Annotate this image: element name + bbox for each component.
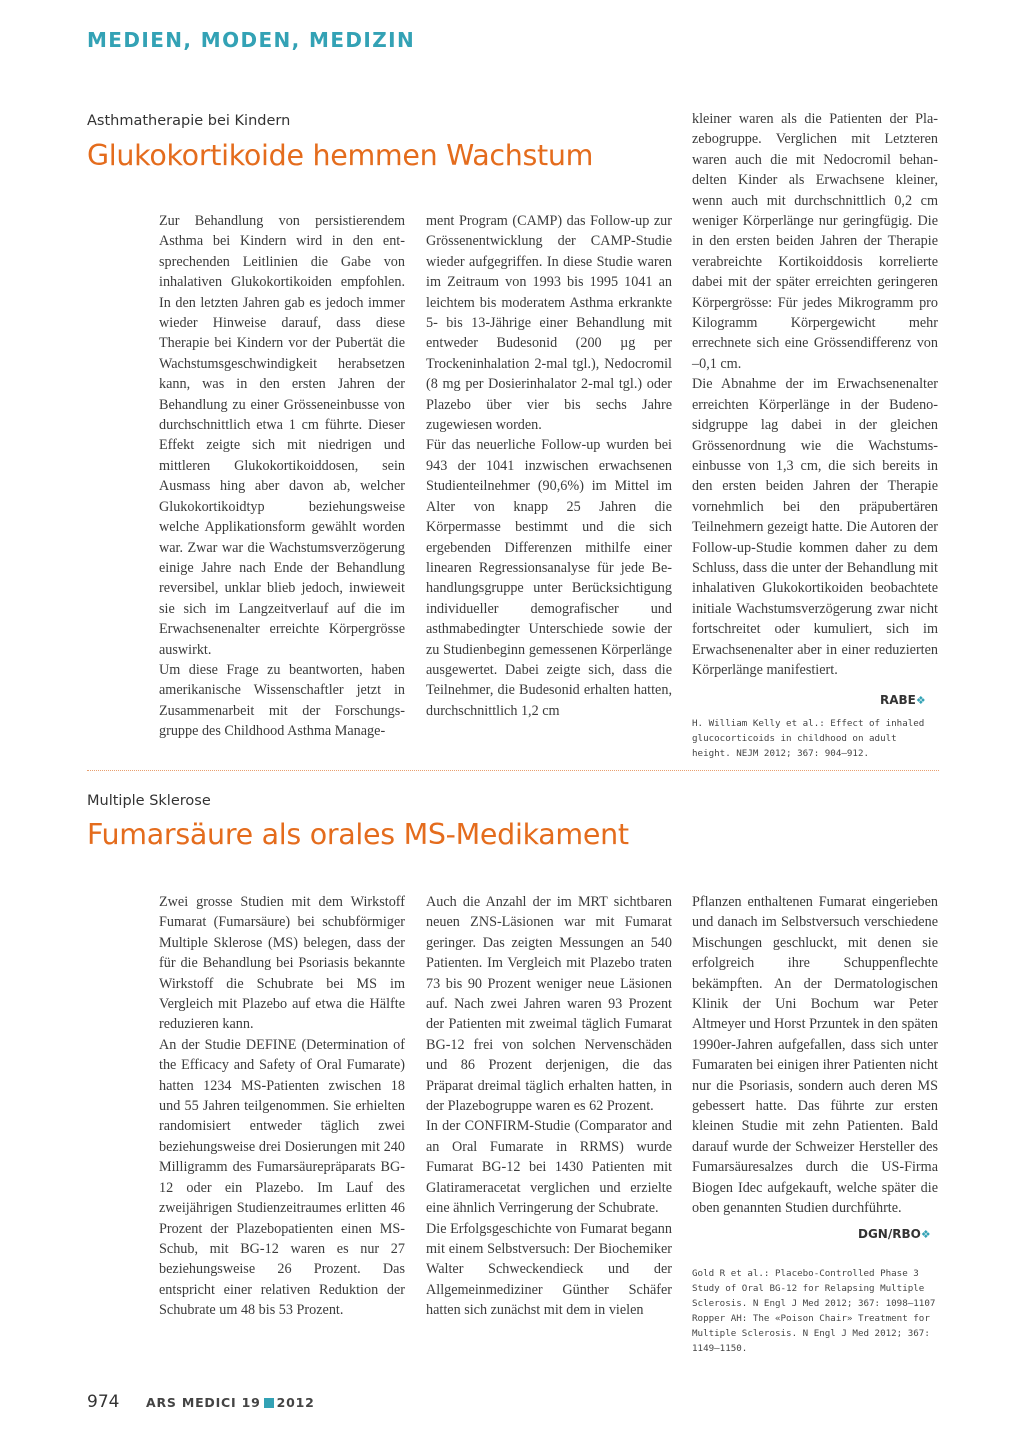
magazine-issue: ARS MEDICI 19	[146, 1395, 261, 1410]
paragraph: Zwei grosse Studien mit dem Wirkstoff Fumarat (Fumarsäure) bei schubförmiger Multiple Sklerose (MS) belegen, dass der für die Behandlung bei Psoriasis bekannte Wirkstoff die Schubrate bei MS im Vergleich mit Plazebo auf etwa die Hälfte reduzieren kann.	[159, 894, 405, 1033]
article1-signature	[880, 689, 926, 708]
article1-title: Glukokortikoide hemmen Wachstum	[87, 139, 594, 172]
paragraph: In der CONFIRM-Studie (Comparator and an Oral Fumarate in RRMS) wurde Fumarat BG-12 bei 1430 Patienten mit Glatirameracetat verglichen und erzielte eine ähnlich Verringerung der Schubrate.	[426, 1118, 672, 1217]
reference: Ropper AH: The «Poison Chair» Treatment for Multiple Sclerosis. N Engl J Med 2012; 367: 1149–1150.	[692, 1313, 930, 1354]
magazine-footer	[146, 1395, 315, 1410]
paragraph: Für das neuerliche Follow-up wurden bei 943 der 1041 inzwischen erwachsenen Studienteilnehmer (90,6%) im Mittel im Alter von knapp 25 Jahren die Körpermasse bestimmt und die sich ergebenden Differenzen mithilfe einer linearen Regressionsanalyse für jede Behandlungsgruppe unter Berücksichtigung individueller demografischer und asthmabedingter Unterschiede sowie der zu Studienbeginn gemessenen Körperlänge ausgewertet. Dabei zeigte sich, dass die Teilnehmer, die Budesonid erhalten hatten, durchschnittlich 1,2 cm	[426, 437, 672, 719]
article2-column-3	[692, 892, 938, 1219]
article1-references	[692, 716, 940, 761]
diamond-icon: ❖	[920, 1228, 931, 1241]
paragraph: Pflanzen enthaltenen Fumarat eingerieben und danach im Selbstversuch verschiedene Mischungen geschluckt, mit denen sie erfolgreich ihre Schuppenflechte bekämpften. An der Dermatologischen Klinik der Uni Bochum war Peter Altmeyer und Horst Przuntek in den späten 1990er-Jahren aufgefallen, dass sich unter Fumaraten bei einigen ihrer Patienten nicht nur die Psoriasis, sondern auch deren MS gebessert hatte. Das führte zur ersten kleinen Studie mit zehn Patienten. Bald darauf wurde der Schweizer Hersteller des Fumarsäuresalzes durch die US-Firma Biogen Idec aufgekauft, welche später die oben genannten Studien durchführte.	[692, 894, 938, 1217]
paragraph: Die Abnahme der im Erwachsenenalter erreichten Körperlänge in der Budenosidgruppe lag dabei in der gleichen Grössenordnung wie die Wachstumseinbusse von 1,3 cm, die sich bereits in den ersten beiden Jahren der Therapie vornehmlich bei den präpubertären Teilnehmern gezeigt hatte. Die Autoren der Follow-up-Studie kommen daher zu dem Schluss, dass die unter der Behandlung mit inhalativen Glukokortikoiden beobachtete initiale Wachstumsverzögerung zwar nicht fortschreitet oder kumuliert, sich im Erwachsenenalter aber in einer reduzierten Körperlänge manifestiert.	[692, 376, 938, 678]
section-divider	[87, 770, 939, 771]
diamond-icon: ❖	[915, 694, 926, 707]
article2-kicker: Multiple Sklerose	[87, 793, 211, 809]
paragraph: An der Studie DEFINE (Determination of the Efficacy and Safety of Oral Fumarate) hatten 1234 MS-Patienten zwischen 18 und 55 Jahren teilgenommen. Sie erhielten randomisiert entweder täglich zwei beziehungsweise drei Dosierungen mit 240 Milligramm des Fumarsäurepräparats BG-12 oder ein Plazebo. Im Lauf des zweijährigen Studienzeitraumes erlitten 46 Prozent der Plazebopatienten einen MS-Schub, mit BG-12 waren es nur 27 beziehungsweise 26 Prozent. Das entspricht einer relativen Reduktion der Schubrate um 48 bis 53 Prozent.	[159, 1036, 405, 1319]
article1-column-3	[692, 109, 938, 680]
year: 2012	[276, 1395, 315, 1410]
author-initials: RABE	[880, 693, 916, 707]
paragraph: Zur Behandlung von persistierendem Asthma bei Kindern wird in den entsprechenden Leitlinien die Gabe von inhalativen Glukokortikoiden empfohlen. In den letzten Jahren gab es jedoch immer wieder Hinweise darauf, dass diese Therapie bei Kindern vor der Pubertät die Wachstumsgeschwindigkeit herabsetzen kann, was in den ersten Jahren der Behandlung zu einer Grösseneinbusse von durchschnittlich etwa 1 cm führte. Dieser Effekt zeigte sich mit niedrigen und mittleren Glukokortikoiddosen, sein Ausmass hing aber davon ab, welcher Glukokortikoidtyp beziehungsweise welche Applikationsform gewählt worden war. Zwar war die Wachstumsverzögerung einige Jahre nach Ende der Behandlung reversibel, unklar blieb jedoch, inwieweit sie sich im Langzeitverlauf auf die im Erwachsenenalter erreichte Körpergrösse auswirkt.	[159, 213, 405, 658]
section-header: MEDIEN, MODEN, MEDIZIN	[87, 28, 416, 52]
square-icon	[264, 1398, 274, 1408]
paragraph: kleiner waren als die Patienten der Plazebogruppe. Verglichen mit Letzteren waren auch die mit Nedocromil behandelten Kinder als Erwachsene kleiner, wenn auch mit durchschnittlich 0,2 cm weniger Körperlänge nur geringfügig. Die in den ersten beiden Jahren der Therapie verabreichte Kortikoiddosis korrelierte dabei mit der später erreichten geringeren Körpergrösse: Für jedes Mikrogramm pro Kilogramm Körpergewicht mehr errechnete sich eine Grössendifferenz von –0,1 cm.	[692, 111, 938, 372]
article2-title: Fumarsäure als orales MS-Medikament	[87, 818, 629, 851]
article1-column-2	[426, 211, 672, 721]
author-initials: DGN/RBO	[858, 1227, 921, 1241]
article2-column-2	[426, 892, 672, 1321]
article2-signature	[858, 1223, 931, 1242]
paragraph: Auch die Anzahl der im MRT sichtbaren neuen ZNS-Läsionen war mit Fumarat geringer. Das zeigten Messungen an 540 Patienten. Im Vergleich mit Plazebo traten 73 bis 90 Prozent weniger neue Läsionen auf. Nach zwei Jahren waren 93 Prozent der Patienten mit zweimal täglich Fumarat BG-12 frei von solchen Nervenschäden und 86 Prozent derjenigen, die das Präparat dreimal täglich erhalten hatten, in der Plazebogruppe waren es 62 Prozent.	[426, 894, 672, 1115]
article2-column-1	[159, 892, 405, 1321]
article1-column-1	[159, 211, 405, 742]
paragraph: ment Program (CAMP) das Follow-up zur Grössenentwicklung der CAMP-Studie wieder aufgegriffen. In diese Studie waren im Zeitraum von 1993 bis 1995 1041 an leichtem bis moderatem Asthma erkrankte 5- bis 13-Jährige einer Behandlung mit entweder Budesonid (200 µg per Trockeninhalation 2-mal tgl.), Nedocromil (8 mg per Dosierinhalator 2-mal tgl.) oder Plazebo über vier bis sechs Jahre zugewiesen worden.	[426, 213, 672, 434]
article2-references	[692, 1266, 940, 1356]
reference: Gold R et al.: Placebo-Controlled Phase 3 Study of Oral BG-12 for Relapsing Multiple Sclerosis. N Engl J Med 2012; 367: 1098–1107	[692, 1268, 936, 1309]
article1-kicker: Asthmatherapie bei Kindern	[87, 113, 291, 129]
reference: H. William Kelly et al.: Effect of inhaled glucocorticoids in childhood on adult height. NEJM 2012; 367: 904–912.	[692, 718, 925, 759]
paragraph: Um diese Frage zu beantworten, haben amerikanische Wissenschaftler jetzt in Zusammenarbeit mit der Forschungsgruppe des Childhood Asthma Manage-	[159, 661, 405, 740]
page-number: 974	[87, 1392, 120, 1412]
paragraph: Die Erfolgsgeschichte von Fumarat begann mit einem Selbstversuch: Der Biochemiker Walter Schweckendieck und der Allgemeinmediziner Günther Schäfer hatten sich zunächst mit dem in vielen	[426, 1220, 672, 1319]
